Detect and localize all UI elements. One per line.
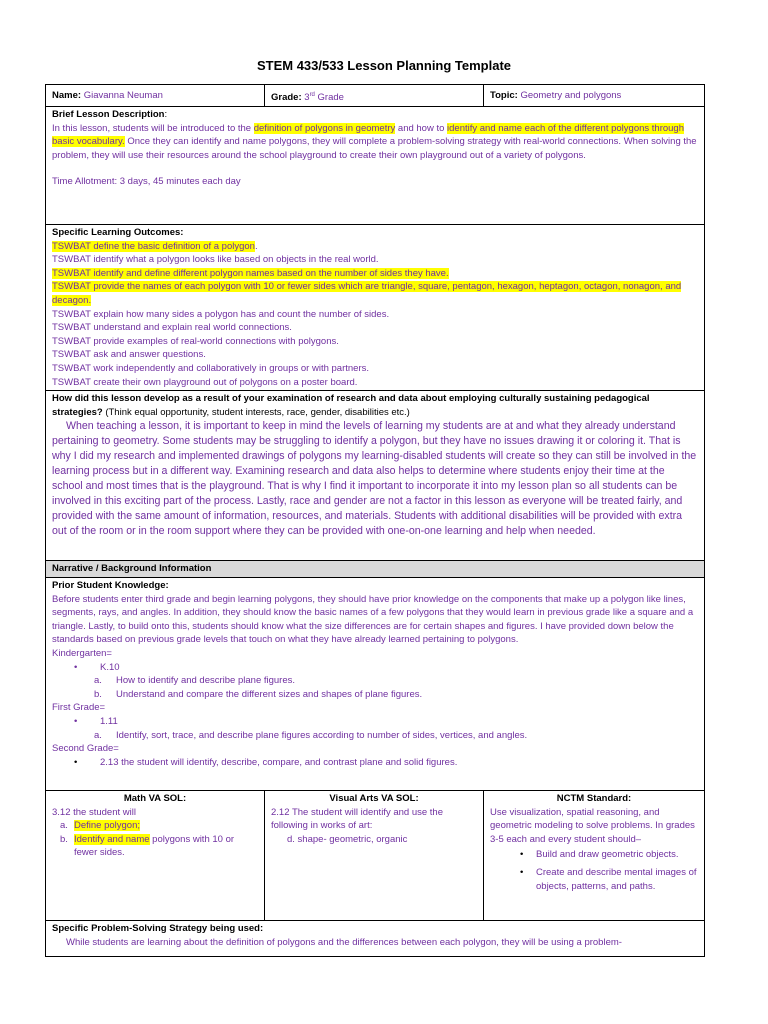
research-question-note: (Think equal opportunity, student interests, race, gender, disabilities etc.) [102,406,410,418]
outcome-item [52,267,698,281]
outcome-list [52,240,698,390]
outcome-item [52,335,698,349]
bullet-icon: • [74,715,78,727]
time-allotment: Time Allotment: 3 days, 45 minutes each day [52,176,241,188]
bullet-icon: • [520,866,524,878]
name-cell [46,85,265,106]
g2-standard [52,756,698,770]
outcome-item [52,376,698,390]
visual-arts-sol-cell [265,791,484,920]
outcome-item [52,240,698,254]
strategy-label: Specific Problem-Solving Strategy being used: [52,923,264,934]
nctm-bullet-1 [490,848,698,862]
research-question-bold: How did this lesson develop as a result of your examination of research and data about employing culturally sustaining pedagogical strategies? [52,393,650,418]
outcome-text: TSWBAT explain how many sides a polygon has and count the number of sides. [52,308,390,320]
outcome-item [52,308,698,322]
visual-arts-item-d: d. shape- geometric, organic [287,833,408,845]
nctm-bullet-1-text: Build and draw geometric objects. [536,849,679,861]
outcome-text: TSWBAT provide the names of each polygon with 10 or fewer sides which are triangle, square, pentagon, hexagon, heptagon, octagon, nonagon, and decagon. [52,281,682,306]
nctm-text: Use visualization, spatial reasoning, and geometric modeling to solve problems. In grades 3-5 each and every student should– [490,806,695,845]
grade-suffix: Grade [314,92,344,104]
bullet-icon: • [74,756,78,768]
research-question [46,391,704,419]
name-value: Giavanna Neuman [83,90,163,101]
math-sol-intro: 3.12 the student will [52,806,136,818]
g2-standard-text: 2.13 the student will identify, describe, compare, and contrast plane and solid figures. [100,756,458,768]
nctm-heading: NCTM Standard: [556,793,632,804]
k-item-a-text: How to identify and describe plane figures. [116,675,296,687]
outcome-text: TSWBAT provide examples of real-world connections with polygons. [52,335,339,347]
k-item-b-marker: b. [94,688,102,700]
topic-label: Topic: [490,90,518,101]
k-item-b-text: Understand and compare the different sizes and shapes of plane figures. [116,688,423,700]
strategy-section [46,921,704,957]
outcome-item [52,362,698,376]
math-item-b-highlight: Identify and name [74,833,150,845]
outcome-text: TSWBAT identify what a polygon looks like based on objects in the real world. [52,254,379,266]
nctm-bullet-2 [490,866,698,893]
math-item-b-marker: b. [60,833,68,845]
math-sol-cell [46,791,265,920]
second-grade-label: Second Grade= [52,743,119,755]
math-sol-heading: Math VA SOL: [123,793,187,804]
brief-text-1: In this lesson, students will be introduced to the [52,122,254,134]
brief-label-colon: : [164,109,168,120]
kindergarten-label: Kindergarten= [52,647,112,659]
brief-label: Brief Lesson Description [52,109,165,120]
outcome-text: TSWBAT identify and define different polygon names based on the number of sides they have. [52,267,449,279]
outcome-text: TSWBAT understand and explain real world connections. [52,322,292,334]
math-item-b [52,833,258,860]
g1-standard-text: 1.11 [100,715,118,727]
grade-label: Grade: [271,92,302,104]
math-item-a [52,819,258,833]
grade-value: 3 [304,92,310,104]
outcome-item [52,321,698,335]
research-answer-text: When teaching a lesson, it is important to keep in mind the levels of learning my students are at and what they already understand pertaining to geometry. Some students may be struggling to identify a polygon, but they have no issues drawing it or coloring it. That is why I did my research and implemented drawings of polygons my learning-disabled students will create so they can still be involved in the learning process but in a different way. Examining research and data also helps to determine where students enjoy their time at the school and most times that is the playground. That is why I find it important to incorporate it into my lesson plan so all students can be involved in this exciting part of the process. Lastly, race and gender are not a factor in this lesson as everyone will be treated fairly, and provided with the same amount of information, resources, and materials. Students with additional disabilities will be provided with extra out of the room or in the room support where they can be provided with one-on-one learning and help when needed. [52,420,697,537]
bullet-icon: • [520,849,524,861]
prior-label: Prior Student Knowledge: [52,580,169,591]
brief-text [52,122,698,163]
bullet-icon: • [74,661,78,673]
brief-highlight-2: identify and name each of the different polygons through basic vocabulary. [52,122,684,148]
grade-cell [265,85,484,106]
outcome-text: TSWBAT define the basic definition of a polygon [52,240,255,252]
name-label: Name: [52,90,82,101]
standards-section [46,791,704,921]
header-row [46,85,704,107]
brief-text-2: and how to [395,122,448,134]
outcome-item [52,348,698,362]
page-title: STEM 433/533 Lesson Planning Template [256,58,512,73]
outcome-text: TSWBAT ask and answer questions. [52,349,206,361]
topic-cell [484,85,704,106]
topic-value: Geometry and polygons [520,90,622,101]
math-item-a-marker: a. [60,820,68,832]
k-item-a-marker: a. [94,675,102,687]
g1-item-a-marker: a. [94,729,102,741]
strategy-text: While students are learning about the definition of polygons and the differences between each polygon, they will be using a problem- [66,936,622,948]
narrative-banner: Narrative / Background Information [46,561,704,578]
learning-outcomes-section [46,225,704,391]
math-item-b-text: polygons with 10 or fewer sides. [74,833,235,859]
k-item-a [52,674,698,688]
research-answer [46,419,704,540]
prior-knowledge-section [46,578,704,791]
math-item-a-text: Define polygon; [74,820,141,832]
k-standard-text: K.10 [100,661,120,673]
visual-arts-text: 2.12 The student will identify and use the following in works of art: [271,806,443,832]
g1-item-a-text: Identify, sort, trace, and describe plane figures according to number of sides, vertices, and angles. [116,729,528,741]
lesson-plan-table [45,84,705,957]
outcome-text: TSWBAT create their own playground out of polygons on a poster board. [52,376,358,388]
outcome-item [52,253,698,267]
outcome-punctuation: . [254,240,258,252]
k-item-b [52,688,698,702]
brief-description-section [46,107,704,225]
research-section [46,391,704,561]
visual-arts-heading: Visual Arts VA SOL: [329,793,419,804]
outcomes-label: Specific Learning Outcomes: [52,227,184,238]
first-grade-label: First Grade= [52,702,106,714]
k-standard [52,661,698,675]
outcome-item [52,280,698,307]
outcome-text: TSWBAT work independently and collaboratively in groups or with partners. [52,362,369,374]
g1-standard [52,715,698,729]
nctm-standard-cell [484,791,704,920]
brief-text-3: Once they can identify and name polygons, they will complete a problem-solving strategy with real-world connections. When solving the problem, they will use their resources around the school playground to create their own playground out of a variety of polygons. [52,136,697,161]
nctm-bullet-2-text: Create and describe mental images of objects, patterns, and paths. [536,866,697,892]
prior-text: Before students enter third grade and begin learning polygons, they should have prior knowledge on the components that make up a polygon like lines, segments, rays, and angles. In addition, they should know the basic names of a few polygons that they would learn in previous grade like a square and a triangle. Lastly, to build onto this, students should know what the size differences are for certain shapes and figures. I have provided down below the standards based on previous grade levels that touch on what they have already learned pertaining to polygons. [52,593,694,646]
g1-item-a [52,729,698,743]
grade-sup: rd [309,92,315,98]
brief-highlight-1: definition of polygons in geometry [253,122,396,134]
